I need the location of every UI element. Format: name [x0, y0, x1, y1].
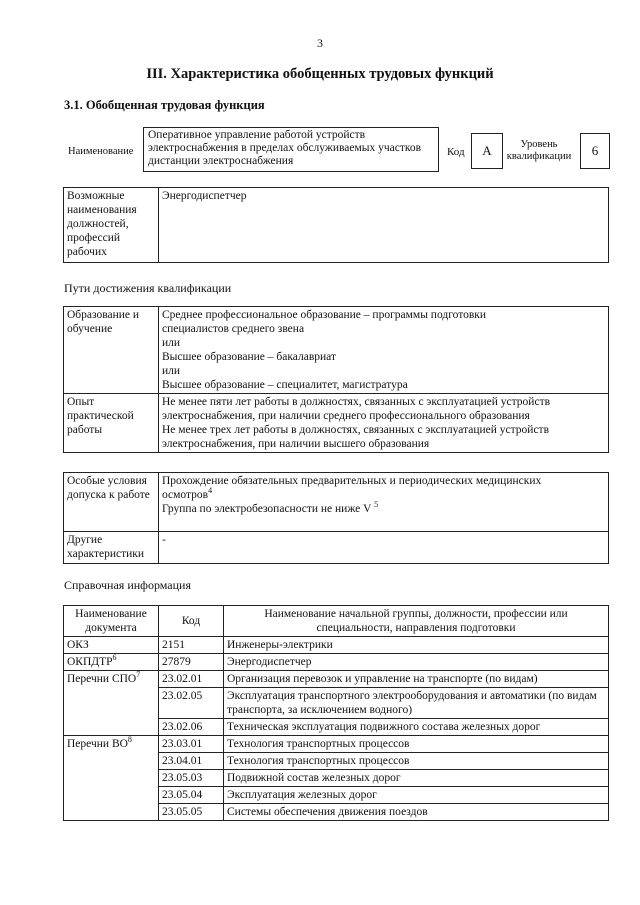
page-number: 3 — [317, 36, 323, 50]
conditions-table — [63, 472, 609, 564]
special-line — [162, 502, 605, 516]
special-conditions-value — [159, 473, 609, 532]
function-name-value: Оперативное управление работой устройств электроснабжения в пределах обслуживаемых участков дистанции электроснабжения — [148, 129, 422, 167]
vo-name: Технология транспортных процессов — [224, 736, 609, 753]
education-line: специалистов среднего звена — [162, 323, 305, 335]
reference-header-row — [64, 606, 609, 637]
other-characteristics-value: - — [159, 532, 609, 564]
qualification-table — [63, 306, 609, 453]
footnote-ref: 8 — [127, 735, 132, 745]
footnote-ref: 5 — [374, 500, 379, 510]
vo-code: 23.04.01 — [159, 753, 224, 770]
level-value: 6 — [591, 143, 599, 158]
education-row — [64, 307, 609, 394]
function-name-box — [143, 127, 439, 172]
spo-doc-text: Перечни СПО — [67, 673, 137, 685]
special-line-text: Группа по электробезопасности не ниже V — [162, 503, 372, 515]
vo-code: 23.03.01 — [159, 736, 224, 753]
vo-name: Системы обеспечения движения поездов — [224, 804, 609, 821]
spo-code: 23.02.06 — [159, 719, 224, 736]
positions-table — [63, 187, 609, 263]
experience-line: электроснабжения, при наличии среднего профессионального образования — [162, 410, 530, 422]
special-line — [162, 488, 605, 502]
okz-name: Инженеры-электрики — [224, 637, 609, 654]
experience-row — [64, 394, 609, 453]
experience-line: Не менее пяти лет работы в должностях, связанных с эксплуатацией устройств — [162, 396, 551, 408]
vo-doc-text: Перечни ВО — [67, 738, 128, 750]
positions-label: Возможные наименования должностей, профессий рабочих — [64, 188, 159, 263]
header-name: Наименование начальной группы, должности, профессии или специальности, направления подготовки — [224, 606, 609, 637]
footnote-ref: 6 — [112, 653, 117, 663]
reference-title: Справочная информация — [64, 578, 191, 592]
okpdtr-doc — [64, 654, 159, 671]
spo-row — [64, 671, 609, 688]
education-value — [159, 307, 609, 394]
okz-doc: ОКЗ — [64, 637, 159, 654]
other-characteristics-label: Другие характеристики — [64, 532, 159, 564]
spo-doc — [64, 671, 159, 736]
positions-row — [64, 188, 609, 263]
education-line: или — [162, 337, 181, 349]
footnote-ref: 4 — [208, 486, 213, 496]
code-label: Код — [447, 146, 465, 158]
reference-table — [63, 605, 609, 821]
spo-name: Эксплуатация транспортного электрооборудования и автоматики (по видам транспорта, за исключением водного) — [224, 688, 609, 719]
vo-code: 23.05.03 — [159, 770, 224, 787]
header-doc: Наименование документа — [64, 606, 159, 637]
education-line: Среднее профессиональное образование – программы подготовки — [162, 309, 487, 321]
education-line: или — [162, 365, 181, 377]
experience-value — [159, 394, 609, 453]
function-subheading: 3.1. Обобщенная трудовая функция — [64, 98, 265, 112]
okpdtr-row — [64, 654, 609, 671]
special-line-text: осмотров — [162, 489, 209, 501]
level-value-box — [580, 133, 610, 169]
vo-doc — [64, 736, 159, 821]
header-code: Код — [159, 606, 224, 637]
experience-label: Опыт практической работы — [64, 394, 159, 453]
education-label: Образование и обучение — [64, 307, 159, 394]
positions-value: Энергодиспетчер — [159, 188, 609, 263]
special-conditions-row — [64, 473, 609, 532]
vo-row — [64, 736, 609, 753]
experience-line: Не менее трех лет работы в должностях, связанных с эксплуатацией устройств — [162, 424, 550, 436]
spo-code: 23.02.01 — [159, 671, 224, 688]
okpdtr-name: Энергодиспетчер — [224, 654, 609, 671]
vo-code: 23.05.04 — [159, 787, 224, 804]
education-line: Высшее образование – бакалавриат — [162, 351, 336, 363]
okz-row — [64, 637, 609, 654]
spo-code: 23.02.05 — [159, 688, 224, 719]
experience-line: электроснабжения, при наличии высшего образования — [162, 438, 430, 450]
footnote-ref: 7 — [136, 670, 141, 680]
other-characteristics-row — [64, 532, 609, 564]
okpdtr-doc-text: ОКПДТР — [67, 656, 113, 668]
spo-name: Организация перевозок и управление на транспорте (по видам) — [224, 671, 609, 688]
vo-name: Подвижной состав железных дорог — [224, 770, 609, 787]
okz-code: 2151 — [159, 637, 224, 654]
section-heading: III. Характеристика обобщенных трудовых функций — [146, 66, 494, 82]
vo-name: Эксплуатация железных дорог — [224, 787, 609, 804]
special-line: Прохождение обязательных предварительных и периодических медицинских — [162, 475, 542, 487]
vo-code: 23.05.05 — [159, 804, 224, 821]
okpdtr-code: 27879 — [159, 654, 224, 671]
special-conditions-label: Особые условия допуска к работе — [64, 473, 159, 532]
code-value-box — [471, 133, 503, 169]
name-label: Наименование — [68, 146, 134, 157]
vo-name: Технология транспортных процессов — [224, 753, 609, 770]
spo-name: Техническая эксплуатация подвижного состава железных дорог — [224, 719, 609, 736]
education-line: Высшее образование – специалитет, магистратура — [162, 379, 408, 391]
level-label: Уровень квалификации — [506, 139, 572, 162]
code-value: А — [482, 143, 492, 158]
qualification-paths-title: Пути достижения квалификации — [64, 281, 232, 295]
